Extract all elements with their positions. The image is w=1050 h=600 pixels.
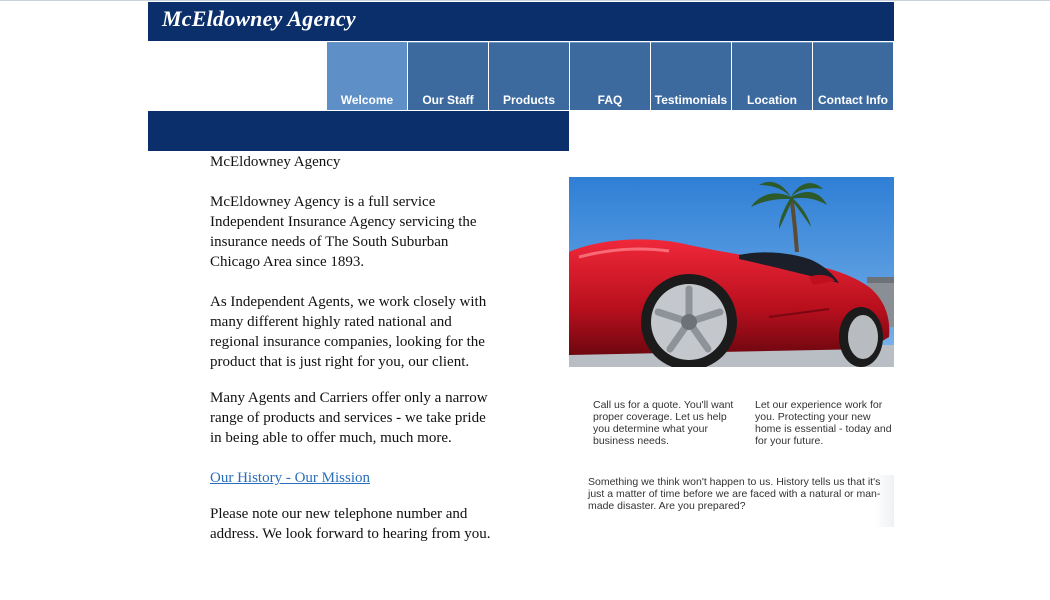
main-content [210, 152, 496, 544]
disaster-blurb: Something we think won't happen to us. History tells us that it's just a matter of time before we are faced with a natural or man-made disaster. Are you prepared? [588, 476, 881, 512]
nav-label: Welcome [340, 93, 394, 107]
site-title[interactable]: McEldowney Agency [162, 6, 356, 31]
hero-car-photo [569, 177, 894, 367]
nav-item-our-staff[interactable] [408, 42, 488, 110]
nav-label: Contact Info [818, 93, 888, 107]
notice-paragraph: Please note our new telephone number and address. We look forward to hearing from you. [210, 506, 491, 542]
nav-label: FAQ [597, 93, 623, 107]
nav-item-testimonials[interactable] [651, 42, 731, 110]
nav-label: Testimonials [654, 93, 728, 107]
main-nav [327, 42, 894, 109]
agents-paragraph: As Independent Agents, we work closely with many different highly rated national and regional insurance companies, looking for the product that is just right for you, our client. [210, 294, 487, 370]
nav-label: Location [747, 93, 797, 107]
intro-paragraph: McEldowney Agency is a full service Independent Insurance Agency servicing the insurance needs of The South Suburban Chicago Area since 1893. [210, 194, 477, 270]
content-heading: McEldowney Agency [210, 154, 341, 170]
nav-item-contact-info[interactable] [813, 42, 893, 110]
sub-header-bar [148, 111, 569, 151]
experience-blurb: Let our experience work for you. Protecting your new home is essential - today and for your future. [755, 399, 892, 447]
history-mission-link[interactable]: Our History - Our Mission [210, 470, 370, 486]
nav-item-welcome[interactable] [327, 42, 407, 110]
nav-item-location[interactable] [732, 42, 812, 110]
carriers-paragraph: Many Agents and Carriers offer only a narrow range of products and services - we take pride in being able to offer much, much more. [210, 390, 488, 446]
nav-label: Products [502, 93, 555, 107]
top-rule [0, 0, 1050, 1]
header-bar [148, 2, 894, 41]
nav-item-faq[interactable] [570, 42, 650, 110]
nav-item-products[interactable] [489, 42, 569, 110]
quote-blurb: Call us for a quote. You'll want proper coverage. Let us help you determine what your business needs. [593, 399, 734, 447]
nav-label: Our Staff [422, 93, 474, 107]
